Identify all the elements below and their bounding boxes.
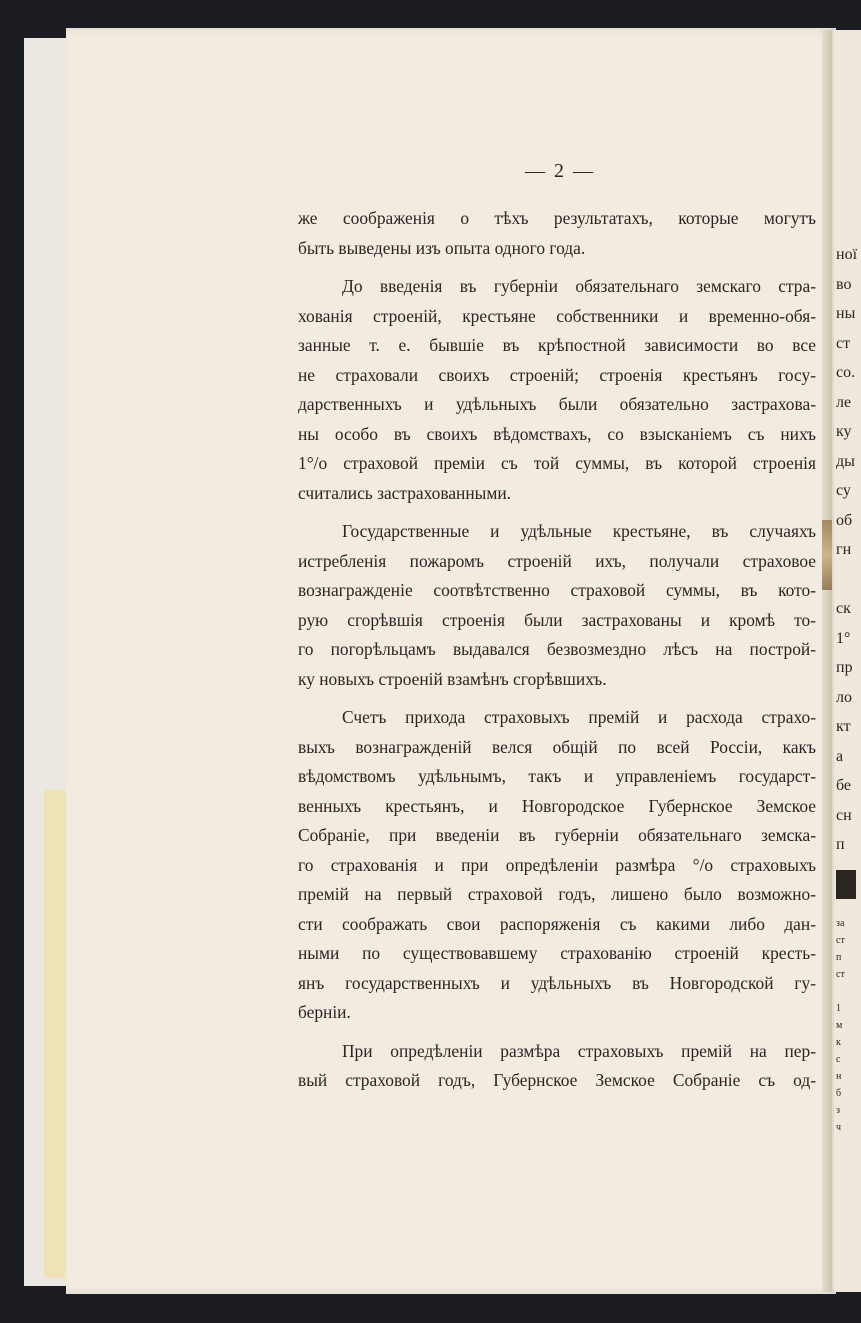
text-line: Счетъ прихода страховыхъ премій и расхода страхо- bbox=[342, 707, 816, 727]
next-page-fragment: п bbox=[836, 836, 845, 853]
next-page-footnote-fragment: м bbox=[836, 1020, 843, 1031]
next-page-fragment: об bbox=[836, 511, 853, 529]
next-page-footnote-fragment: н bbox=[836, 1071, 842, 1082]
text-line: До введенія въ губерніи обязательнаго земскаго стра- bbox=[342, 276, 816, 296]
next-page-fragment: ск bbox=[836, 600, 851, 617]
page-edge bbox=[822, 30, 832, 1292]
text-line: ными по существовавшему страхованію строеній кресть- bbox=[298, 943, 816, 963]
text-line: занные т. е. бывшіе въ крѣпостной зависимости во все bbox=[298, 335, 816, 355]
next-page-footnote-fragment: ч bbox=[836, 1122, 842, 1133]
next-page-footnote-fragment bbox=[836, 983, 857, 1000]
next-page-fragment: бе bbox=[836, 777, 852, 794]
text-line: сти соображать свои распоряженія съ какими либо дан- bbox=[298, 913, 816, 934]
next-page-footnote-fragment: ст bbox=[836, 935, 845, 946]
text-line: хованія строеній, крестьяне собственники и временно-обя- bbox=[298, 305, 816, 326]
next-page-footnotes bbox=[836, 915, 857, 1133]
next-page-fragment: а bbox=[836, 747, 844, 765]
page-number: — 2 — bbox=[525, 160, 595, 182]
text-line: ны особо въ своихъ вѣдомствахъ, со взысканіемъ съ нихъ bbox=[298, 423, 816, 444]
next-page-fragment: су bbox=[836, 482, 851, 499]
text-line: вый страховой годъ, Губернское Земское Собраніе съ од- bbox=[298, 1070, 816, 1090]
next-page-footnote-fragment: за bbox=[836, 918, 845, 929]
text-line: Государственные и удѣльные крестьяне, въ случаяхъ bbox=[342, 521, 816, 541]
next-page-fragment: гн bbox=[836, 541, 852, 558]
text-line: янъ государственныхъ и удѣльныхъ въ Новгородской гу- bbox=[298, 972, 816, 993]
text-line: берніи. bbox=[298, 1002, 351, 1022]
next-page-fragment: со. bbox=[836, 364, 856, 381]
paragraph-gap bbox=[298, 1028, 816, 1037]
text-line: вознагражденіе соотвѣтственно страховой суммы, въ кото- bbox=[298, 580, 816, 600]
text-line: считались застрахованными. bbox=[298, 482, 512, 503]
text-line: венныхъ крестьянъ, и Новгородское Губернское Земское bbox=[298, 795, 816, 816]
text-line: премій на первый страховой годъ, лишено было возможно- bbox=[298, 884, 816, 904]
next-page-fragment: пр bbox=[836, 659, 853, 676]
paper-strip bbox=[44, 790, 66, 1278]
next-page-footnote-fragment: п bbox=[836, 952, 842, 963]
text-line: же соображенія о тѣхъ результатахъ, которые могутъ bbox=[298, 208, 816, 228]
next-page-fragment bbox=[836, 565, 857, 595]
text-line: ку новыхъ строеній взамѣнъ сгорѣвшихъ. bbox=[298, 668, 607, 689]
next-page-fragment: ної bbox=[836, 246, 858, 263]
next-page-fragment: ло bbox=[836, 688, 852, 706]
next-page-footnote-fragment: з bbox=[836, 1105, 840, 1116]
next-page-footnote-fragment: б bbox=[836, 1088, 842, 1099]
text-line: вѣдомствомъ удѣльнымъ, такъ и управленіемъ государст- bbox=[298, 766, 816, 786]
binding-tear bbox=[822, 520, 832, 590]
text-line: Собраніе, при введеніи въ губерніи обязательнаго земска- bbox=[298, 825, 816, 845]
next-page-footnote-fragment: с bbox=[836, 1054, 841, 1065]
next-page-footnote-fragment: ст bbox=[836, 969, 845, 980]
next-page-fragment: ст bbox=[836, 334, 851, 352]
next-page-rule bbox=[836, 870, 856, 900]
next-page-fragment: ле bbox=[836, 393, 852, 411]
text-line: не страховали своихъ строеній; строенія крестьянъ госу- bbox=[298, 364, 816, 385]
next-page-fragment: ку bbox=[836, 423, 852, 440]
next-page bbox=[834, 30, 861, 1292]
text-line: го погорѣльцамъ выдавался безвозмездно лѣсъ на построй- bbox=[298, 639, 816, 659]
text-line: При опредѣленіи размѣра страховыхъ премій на пер- bbox=[342, 1040, 816, 1061]
text-line: го страхованія и при опредѣленіи размѣра °/о страховыхъ bbox=[298, 854, 816, 875]
paragraph-gap bbox=[298, 263, 816, 272]
paragraph-gap bbox=[298, 694, 816, 703]
next-page-fragment: ды bbox=[836, 452, 855, 470]
next-page-footnote-fragment: 1 bbox=[836, 1003, 841, 1014]
next-page-fragment: во bbox=[836, 275, 852, 293]
text-line: рую сгорѣвшія строенія были застрахованы и кромѣ то- bbox=[298, 609, 816, 630]
next-page-footnote-fragment: к bbox=[836, 1037, 841, 1048]
text-line: быть выведены изъ опыта одного года. bbox=[298, 237, 586, 258]
next-page-text bbox=[836, 240, 858, 1133]
text-line: выхъ вознагражденій велся общій по всей Россіи, какъ bbox=[298, 736, 816, 757]
paragraph-gap bbox=[298, 508, 816, 517]
next-page-fragment: сн bbox=[836, 806, 852, 824]
next-page-fragment: кт bbox=[836, 718, 851, 735]
text-line: истребленія пожаромъ строеній ихъ, получали страховое bbox=[298, 550, 816, 571]
text-line: дарственныхъ и удѣльныхъ были обязательно застрахова- bbox=[298, 394, 816, 414]
next-page-fragment: 1° bbox=[836, 629, 851, 647]
body-text bbox=[298, 204, 816, 1096]
next-page-fragment: ны bbox=[836, 305, 856, 322]
text-line: 1°/о страховой преміи съ той суммы, въ которой строенія bbox=[298, 453, 816, 473]
